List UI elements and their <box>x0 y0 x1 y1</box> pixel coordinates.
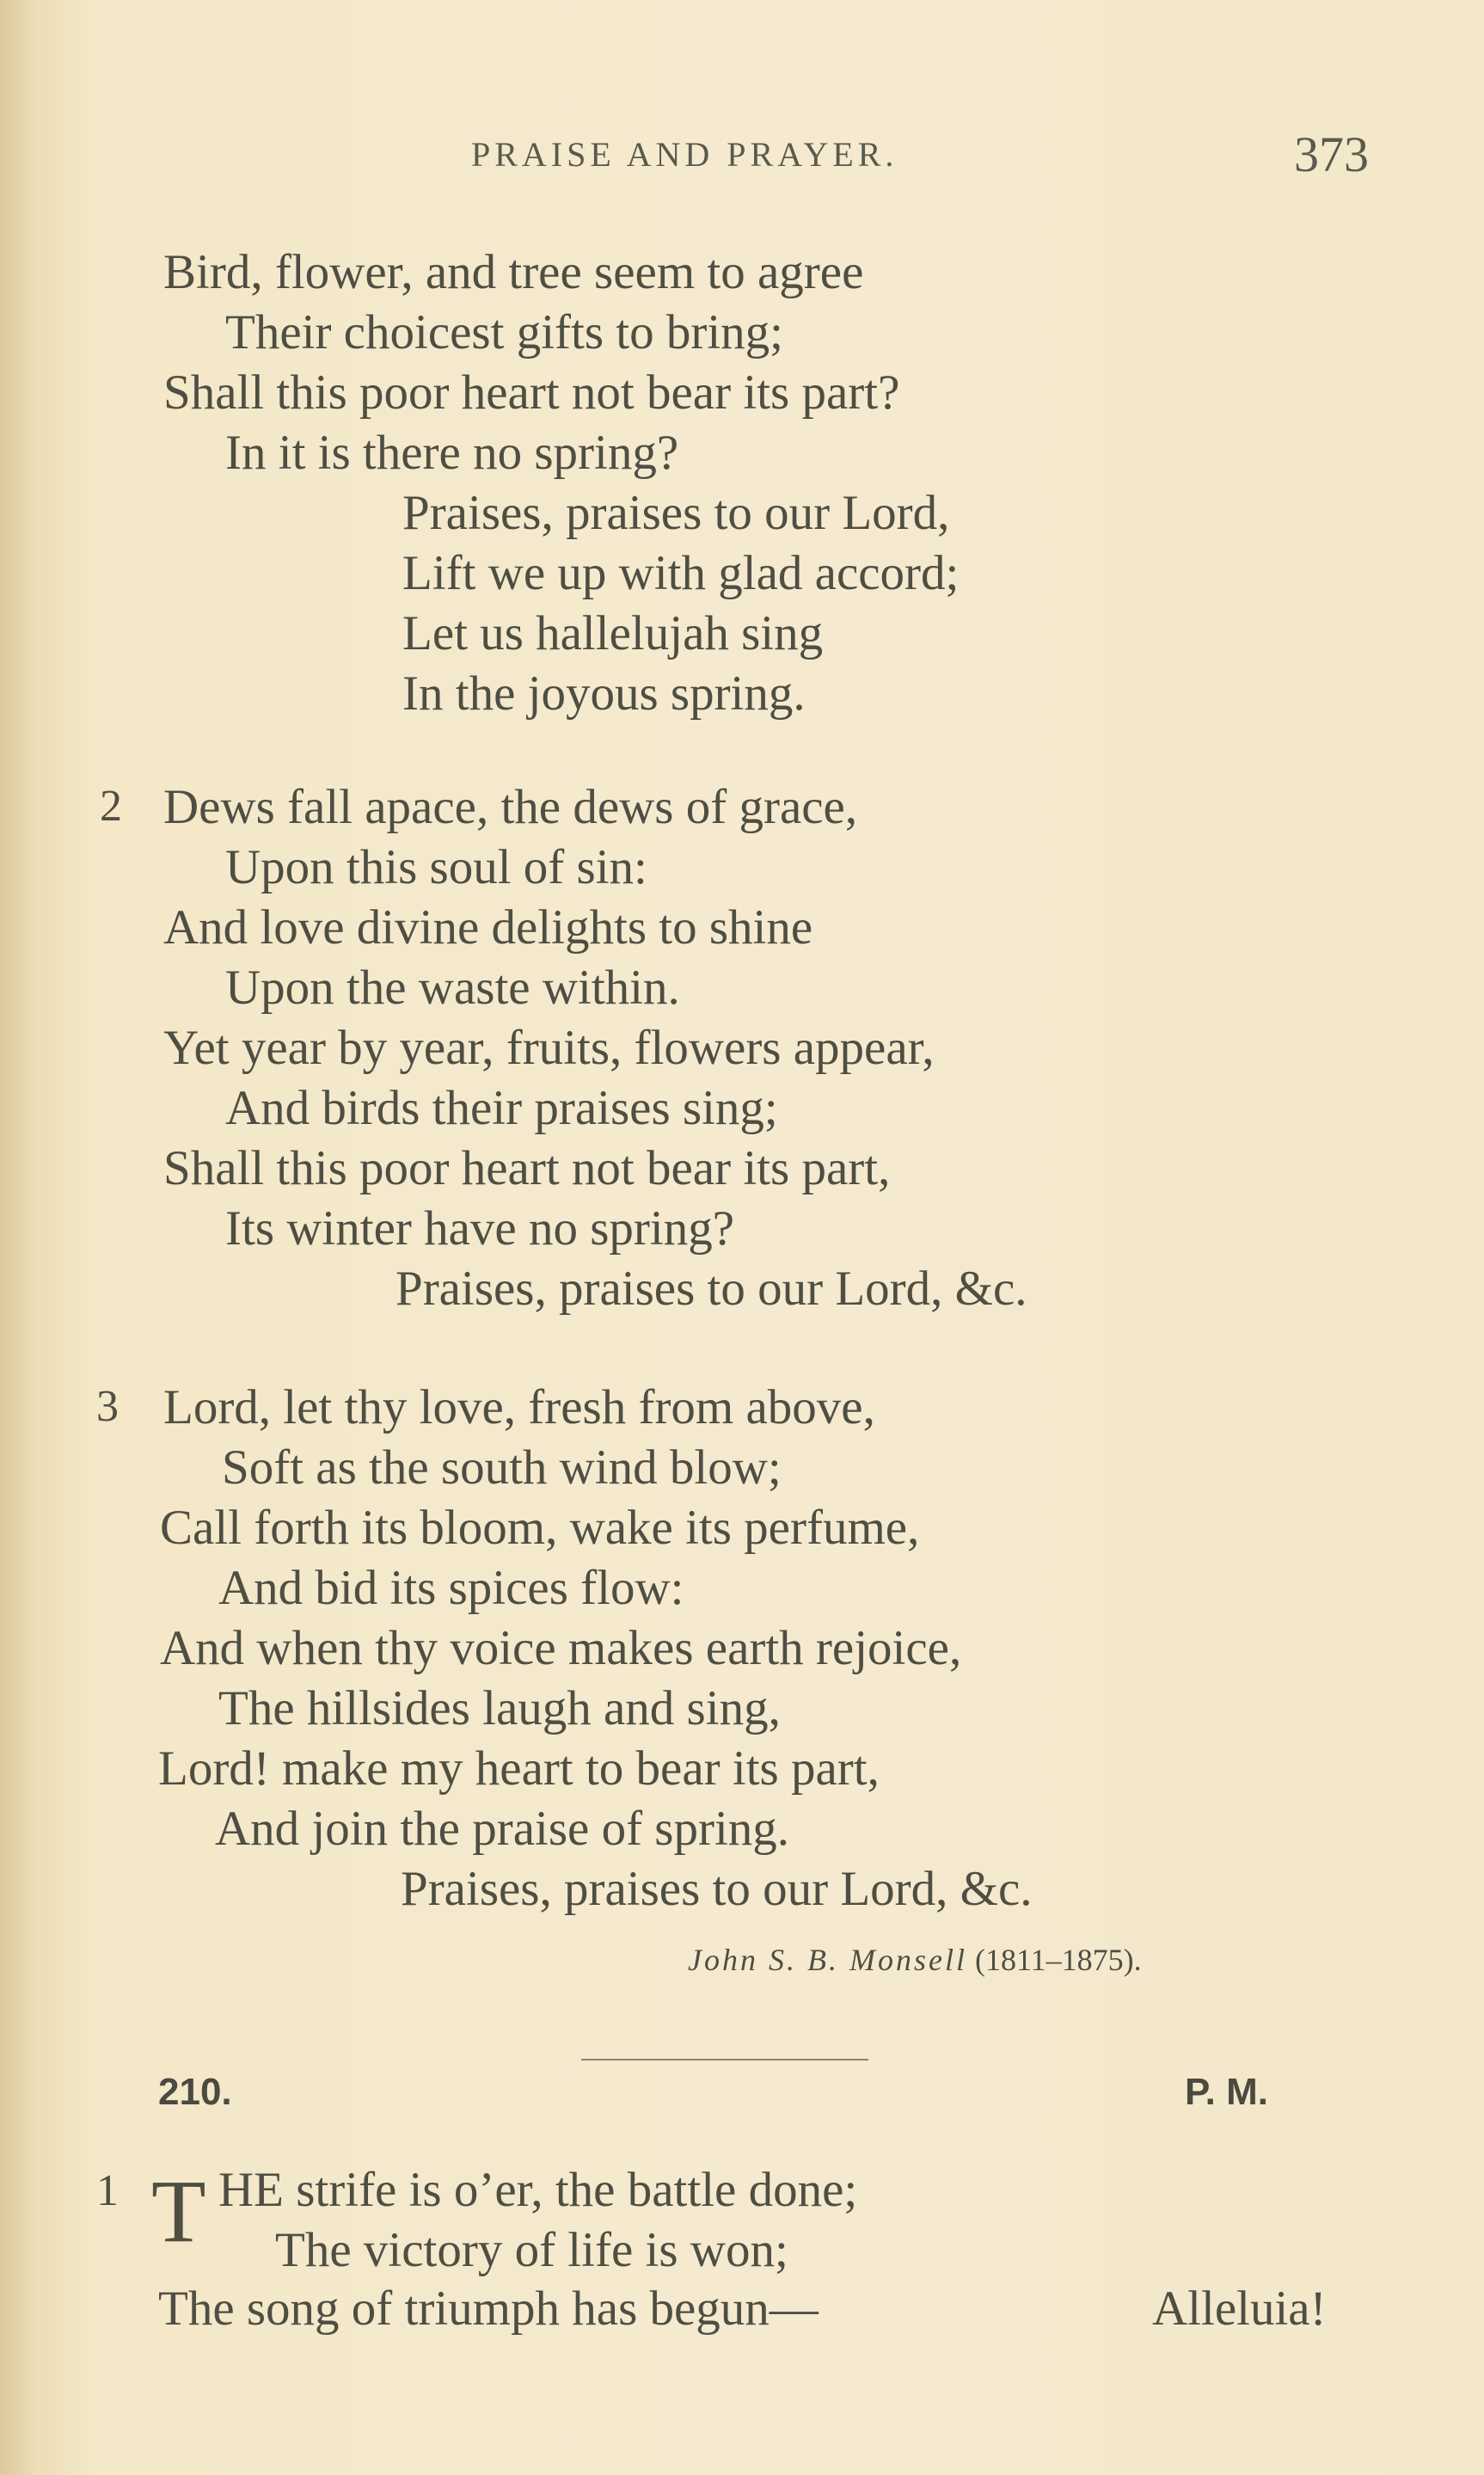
verse-line: Bird, flower, and tree seem to agree <box>163 245 864 299</box>
refrain-line: Lift we up with glad accord; <box>402 546 960 600</box>
drop-cap: T <box>151 2162 206 2261</box>
verse-line: Shall this poor heart not bear its part? <box>163 365 900 420</box>
verse-line: Lord, let thy love, fresh from above, <box>163 1380 875 1434</box>
verse-line: Upon this soul of sin: <box>225 840 647 894</box>
attribution-dates: (1811–1875). <box>974 1943 1142 1977</box>
running-header <box>0 126 1484 182</box>
verse-line: Dews fall apace, the dews of grace, <box>163 780 858 834</box>
attribution <box>688 1942 1142 1978</box>
refrain-line: Praises, praises to our Lord, &c. <box>401 1862 1033 1916</box>
verse-line: Upon the waste within. <box>225 961 680 1015</box>
verse-line: Lord! make my heart to bear its part, <box>158 1741 880 1796</box>
verse-line: The hillsides laugh and sing, <box>218 1681 781 1735</box>
section-divider <box>581 2059 868 2060</box>
verse-line: And when thy voice makes earth rejoice, <box>160 1621 962 1675</box>
verse-line: Soft as the south wind blow; <box>222 1440 782 1495</box>
attribution-author: John S. B. Monsell <box>688 1943 967 1977</box>
verse-line: And join the praise of spring. <box>215 1802 790 1856</box>
verse-line: Its winter have no spring? <box>225 1201 735 1256</box>
refrain-line: Praises, praises to our Lord, <box>402 486 950 540</box>
verse-line: Shall this poor heart not bear its part, <box>163 1141 891 1195</box>
header-title: PRAISE AND PRAYER. <box>471 135 898 174</box>
verse-line: And love divine delights to shine <box>163 900 813 955</box>
verse-line: And birds their praises sing; <box>225 1081 778 1135</box>
stanza-number: 2 <box>100 782 122 831</box>
stanza-number: 1 <box>96 2166 119 2215</box>
verse-line: In it is there no spring? <box>225 426 679 480</box>
refrain-line: Praises, praises to our Lord, &c. <box>396 1262 1027 1316</box>
refrain-line: In the joyous spring. <box>402 666 806 721</box>
refrain-line: Let us hallelujah sing <box>402 606 824 660</box>
verse-line: Their choicest gifts to bring; <box>225 305 784 359</box>
verse-line: Yet year by year, fruits, flowers appear, <box>163 1021 935 1075</box>
verse-line: HE strife is o’er, the battle done; <box>218 2163 858 2217</box>
hymn-number: 210. <box>158 2071 232 2113</box>
verse-line: The song of triumph has begun— <box>158 2282 819 2336</box>
hymn-meter: P. M. <box>1185 2071 1269 2113</box>
verse-line: And bid its spices flow: <box>218 1561 684 1615</box>
verse-line: The victory of life is won; <box>275 2223 788 2277</box>
verse-line: Call forth its bloom, wake its perfume, <box>160 1501 920 1555</box>
page-number: 373 <box>1294 126 1369 182</box>
stanza-number: 3 <box>96 1382 119 1431</box>
refrain-alleluia: Alleluia! <box>1152 2282 1327 2336</box>
